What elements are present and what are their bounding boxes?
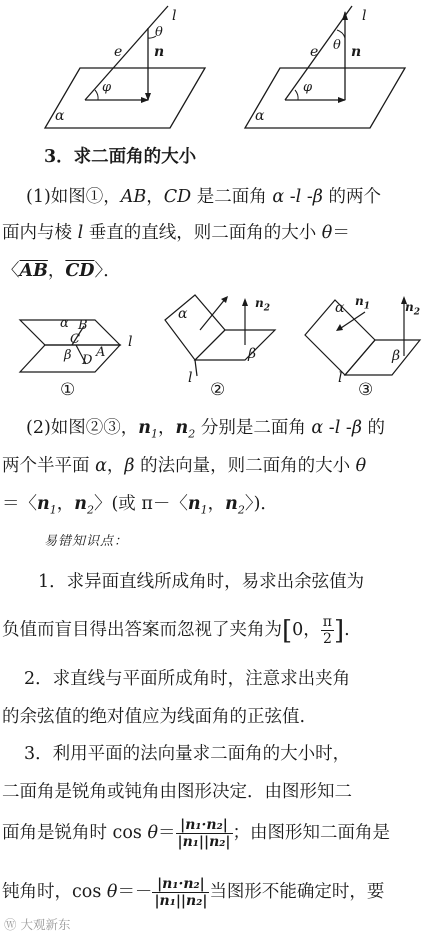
vector-AB: $\overline{AB}$ bbox=[19, 261, 48, 281]
fig-top-right-n: n bbox=[351, 44, 362, 60]
watermark: Ⓦ 大观新东 bbox=[4, 917, 71, 932]
fig-top-right-phi: φ bbox=[303, 80, 313, 95]
fig-top-left-theta: θ bbox=[155, 25, 163, 40]
plane-alpha-right bbox=[245, 68, 405, 128]
mistakes-heading: 易错知识点： bbox=[44, 534, 129, 549]
para-2-line-2: 两个半平面 α，β 的法向量，则二面角的大小 θ bbox=[2, 456, 367, 476]
fig2-normal-alpha bbox=[200, 298, 226, 330]
fig1-D: D bbox=[82, 353, 93, 368]
fig-top-left-alpha: α bbox=[55, 108, 65, 124]
fig2-beta: β bbox=[248, 346, 257, 362]
fig2-normal-beta-head bbox=[242, 298, 248, 306]
fig1-caption: ① bbox=[60, 380, 76, 400]
fig1-C: C bbox=[70, 332, 80, 347]
fig3-beta: β bbox=[392, 348, 401, 364]
mistake-3-line-4: 钝角时，cos θ＝－ $\frac{\text{|n₁·n₂|}}{\text{|n₁||n₂|}}$ 当图形不能确定时，要 bbox=[2, 876, 385, 909]
mistake-1-line-1: 1．求异面直线所成角时，易求出余弦值为 bbox=[38, 572, 365, 592]
angle-theta-arc-right bbox=[337, 30, 345, 38]
para-1-line-2: 面内与棱 l 垂直的直线，则二面角的大小 θ＝ bbox=[2, 223, 350, 243]
line-l-right bbox=[285, 6, 352, 100]
angle-phi-arc-right bbox=[295, 90, 298, 100]
plane-alpha-left bbox=[45, 68, 205, 128]
fig-top-left-phi: φ bbox=[102, 80, 112, 95]
mistake-2-line-1: 2．求直线与平面所成角时，注意求出夹角 bbox=[24, 669, 351, 689]
fig1-B: B bbox=[78, 318, 88, 333]
angle-phi-arc-left bbox=[95, 90, 98, 100]
fig3-caption: ③ bbox=[358, 380, 374, 400]
mistake-3-line-3: 面角是锐角时 cos θ＝ $\frac{\text{|n₁·n₂|}}{\text{|n₁||n₂|}}$ ；由图形知二面角是 bbox=[2, 817, 390, 850]
fig-top-right-e: e bbox=[310, 44, 319, 60]
fig2-caption: ② bbox=[210, 380, 226, 400]
fig-top-right-alpha: α bbox=[255, 108, 265, 124]
fig-top-right-theta: θ bbox=[333, 38, 341, 53]
para-2-line-3: ＝〈$n_1$，$n_2$〉(或 π－〈$n_1$，$n_2$〉)． bbox=[2, 494, 278, 517]
fig3-l: l bbox=[338, 370, 343, 386]
fig-top-left-n: n bbox=[154, 44, 165, 60]
fig1-alpha: α bbox=[60, 316, 69, 331]
mistake-3-line-1: 3．利用平面的法向量求二面角的大小时， bbox=[24, 744, 351, 764]
fig2-n2: $n_2$ bbox=[255, 296, 270, 314]
para-1-line-1: (1)如图①，AB，CD 是二面角 α -l -β 的两个 bbox=[26, 187, 381, 207]
fig-top-right-l: l bbox=[362, 8, 367, 24]
fig2-edge-l bbox=[195, 360, 197, 376]
fig-top-left-l: l bbox=[172, 8, 177, 24]
fig2-l: l bbox=[188, 370, 193, 386]
fig3-alpha: α bbox=[335, 300, 345, 316]
para-2-line-1: (2)如图②③，$n_1$，$n_2$ 分别是二面角 α -l -β 的 bbox=[26, 418, 386, 441]
fig1-beta: β bbox=[64, 348, 72, 363]
fig2-plane-alpha bbox=[165, 295, 225, 360]
fig1-A: A bbox=[96, 345, 106, 360]
fig-top-left-e: e bbox=[114, 44, 123, 60]
mistake-1-line-2: 负值而盲目得出答案而忽视了夹角为[0， $\frac{\pi}{2}$ ]. bbox=[2, 614, 350, 647]
fig3-n2: $n_2$ bbox=[405, 300, 420, 318]
mistake-2-line-2: 的余弦值的绝对值应为线面角的正弦值. bbox=[2, 707, 306, 727]
fig2-plane-beta bbox=[195, 330, 275, 360]
fig3-n1: $n_1$ bbox=[355, 294, 370, 312]
para-1-line-3: 〈$\overline{AB}$，$\overline{CD}$〉． bbox=[2, 261, 121, 281]
fig3-plane-beta bbox=[345, 340, 420, 375]
vector-CD: $\overline{CD}$ bbox=[65, 261, 95, 281]
fig1-l: l bbox=[128, 334, 133, 350]
fig2-alpha: α bbox=[178, 306, 188, 322]
section-3-title: 3．求二面角的大小 bbox=[44, 147, 197, 167]
mistake-3-line-2: 二面角是锐角或钝角由图形决定．由图形知二 bbox=[2, 782, 352, 802]
